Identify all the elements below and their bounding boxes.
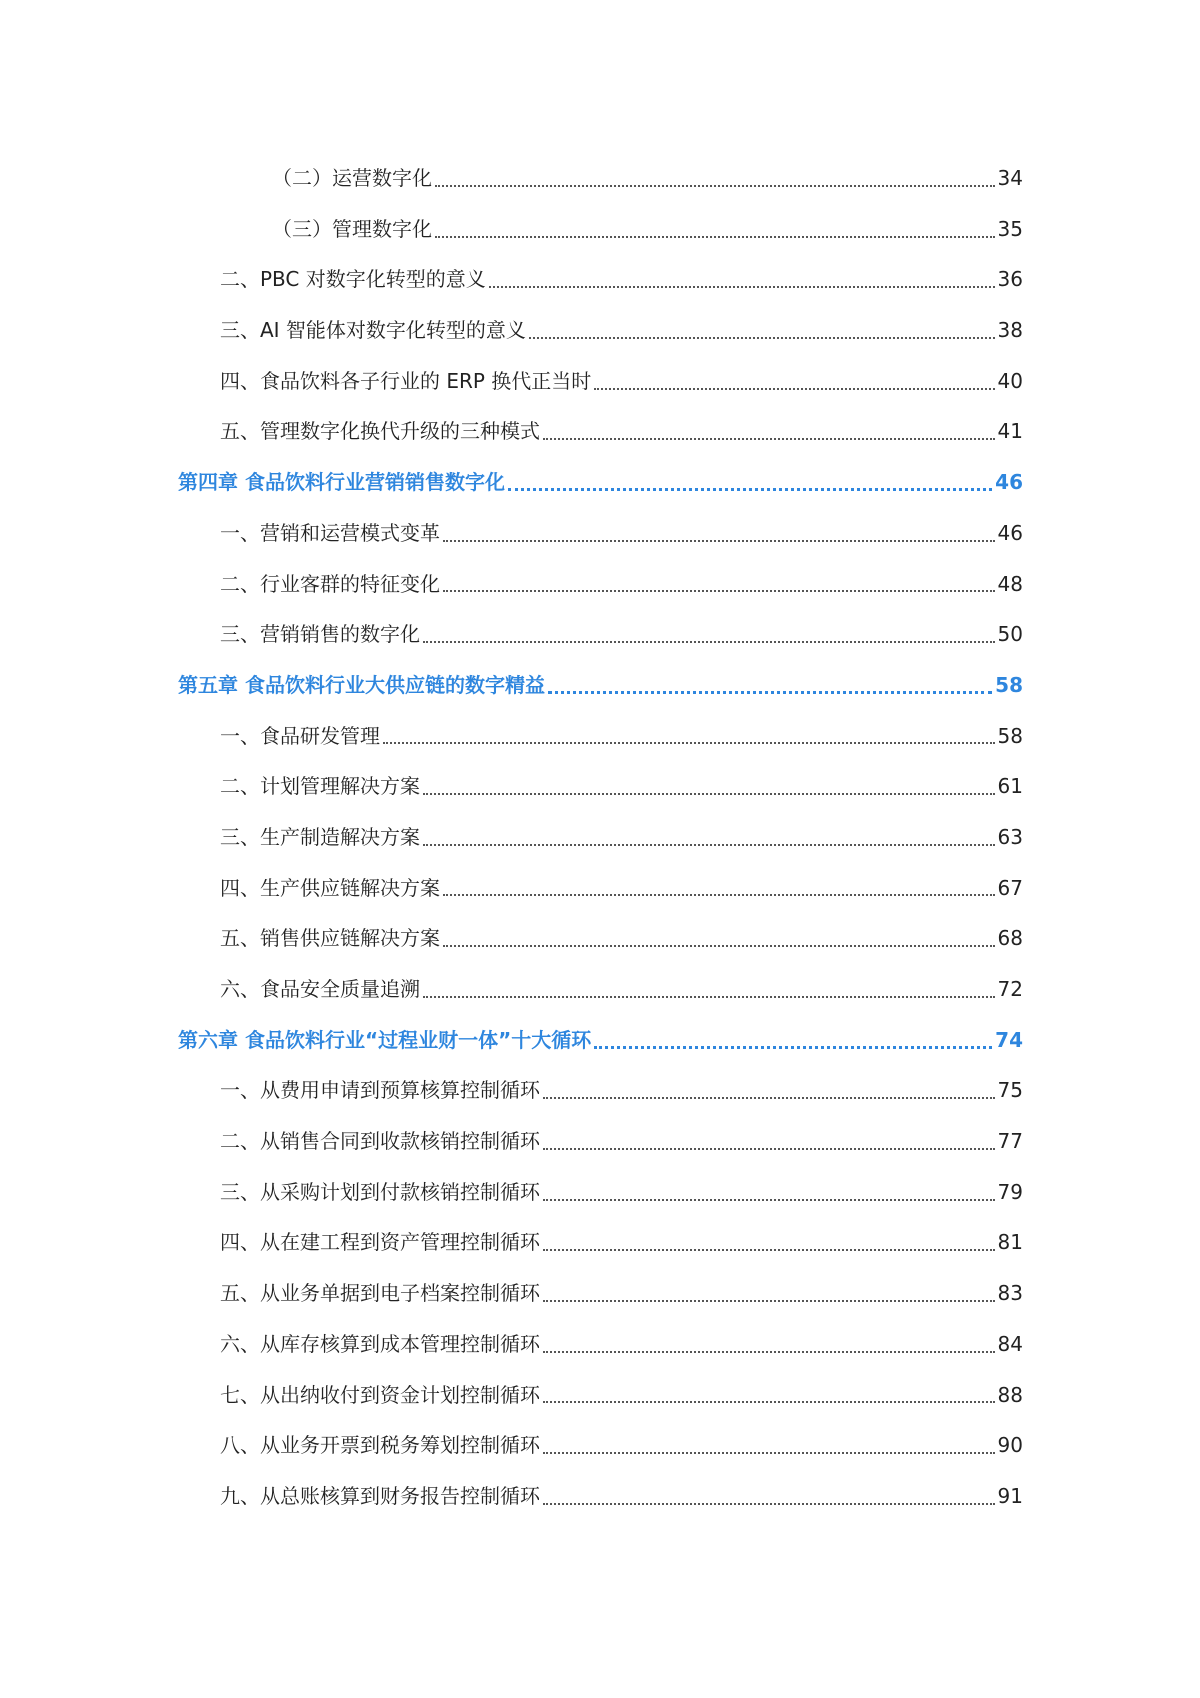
toc-page-number: 75 [997,1078,1023,1103]
dot-leader [443,944,995,947]
toc-page-number: 84 [997,1331,1023,1356]
dot-leader [543,1502,995,1505]
dot-leader [423,792,995,795]
toc-page-number: 46 [995,470,1023,495]
toc-page-number: 90 [997,1433,1023,1458]
toc-page-number: 77 [997,1129,1023,1154]
toc-page-number: 58 [997,723,1023,748]
dot-leader [543,1147,995,1150]
toc-entry[interactable] [0,1319,1200,1370]
toc-entry[interactable] [0,812,1200,863]
toc-entry[interactable] [0,305,1200,356]
toc-entry[interactable] [0,559,1200,610]
dot-leader [543,1198,995,1201]
dot-leader [543,1096,995,1099]
toc-page-number: 40 [997,368,1023,393]
toc-entry-title: 二、从销售合同到收款核销控制循环 [220,1129,540,1154]
dot-leader [443,893,995,896]
toc-entry-title: 四、从在建工程到资产管理控制循环 [220,1230,540,1255]
dot-leader [548,690,992,694]
toc-entry[interactable] [0,913,1200,964]
toc-entry[interactable] [0,254,1200,305]
toc-entry-title: （二）运营数字化 [272,166,432,190]
dot-leader [489,285,995,288]
toc-page-number: 63 [997,824,1023,849]
table-of-contents [0,153,1200,1522]
toc-entry-title: 二、行业客群的特征变化 [220,571,440,596]
dot-leader [435,184,995,187]
toc-entry-title: 八、从业务开票到税务筹划控制循环 [220,1433,540,1458]
toc-entry-title: 第五章 食品饮料行业大供应链的数字精益 [178,672,545,697]
toc-page-number: 36 [997,267,1023,292]
toc-chapter-entry[interactable] [0,1015,1200,1066]
dot-leader [594,387,994,390]
toc-entry-title: 三、AI 智能体对数字化转型的意义 [220,318,526,343]
toc-entry[interactable] [0,204,1200,255]
toc-page-number: 81 [997,1230,1023,1255]
toc-entry-title: 一、营销和运营模式变革 [220,520,440,545]
toc-entry-title: 四、生产供应链解决方案 [220,875,440,900]
toc-chapter-entry[interactable] [0,660,1200,711]
toc-entry-title: 五、销售供应链解决方案 [220,926,440,951]
toc-entry-title: 四、食品饮料各子行业的 ERP 换代正当时 [220,368,592,393]
dot-leader [443,589,995,592]
toc-entry-title: 三、生产制造解决方案 [220,824,420,849]
toc-page-number: 35 [997,216,1023,241]
toc-entry-title: 二、计划管理解决方案 [220,774,420,799]
dot-leader [508,487,992,491]
toc-entry[interactable] [0,153,1200,204]
dot-leader [423,843,995,846]
toc-page-number: 74 [995,1027,1023,1052]
toc-entry-title: 第六章 食品饮料行业“过程业财一体”十大循环 [178,1027,592,1052]
dot-leader [423,995,995,998]
toc-page-number: 50 [997,622,1023,647]
toc-entry-title: 一、从费用申请到预算核算控制循环 [220,1078,540,1103]
toc-page-number: 34 [997,166,1023,190]
toc-page-number: 58 [995,672,1023,697]
dot-leader [383,741,995,744]
toc-page-number: 67 [997,875,1023,900]
toc-entry[interactable] [0,964,1200,1015]
dot-leader [543,1248,995,1251]
toc-entry-title: 六、食品安全质量追溯 [220,977,420,1001]
toc-page-number: 79 [997,1179,1023,1204]
toc-entry[interactable] [0,1217,1200,1268]
toc-page-number: 68 [997,926,1023,951]
toc-page-number: 83 [997,1281,1023,1306]
toc-entry-title: 二、PBC 对数字化转型的意义 [220,267,486,292]
toc-entry[interactable] [0,863,1200,914]
toc-entry-title: 七、从出纳收付到资金计划控制循环 [220,1382,540,1407]
toc-entry[interactable] [0,609,1200,660]
dot-leader [443,539,995,542]
toc-entry-title: （三）管理数字化 [272,216,432,241]
toc-entry-title: 一、食品研发管理 [220,723,380,748]
toc-entry[interactable] [0,711,1200,762]
toc-entry[interactable] [0,356,1200,407]
toc-entry[interactable] [0,1268,1200,1319]
toc-entry[interactable] [0,1420,1200,1471]
dot-leader [543,1451,995,1454]
toc-entry-title: 第四章 食品饮料行业营销销售数字化 [178,470,505,495]
toc-page-number: 91 [997,1483,1023,1508]
toc-page-number: 61 [997,774,1023,799]
toc-chapter-entry[interactable] [0,457,1200,508]
toc-entry[interactable] [0,508,1200,559]
dot-leader [543,437,995,440]
toc-page-number: 88 [997,1382,1023,1407]
toc-entry-title: 三、从采购计划到付款核销控制循环 [220,1179,540,1204]
toc-page-number: 48 [997,571,1023,596]
toc-page-number: 41 [997,419,1023,444]
toc-entry[interactable] [0,1167,1200,1218]
toc-entry[interactable] [0,1116,1200,1167]
toc-entry-title: 五、从业务单据到电子档案控制循环 [220,1281,540,1306]
toc-page-number: 46 [997,520,1023,545]
toc-entry[interactable] [0,406,1200,457]
dot-leader [543,1299,995,1302]
toc-entry-title: 三、营销销售的数字化 [220,622,420,647]
toc-entry[interactable] [0,1065,1200,1116]
dot-leader [423,640,995,643]
toc-entry[interactable] [0,761,1200,812]
toc-entry[interactable] [0,1370,1200,1421]
dot-leader [435,235,995,238]
dot-leader [529,336,995,339]
dot-leader [543,1400,995,1403]
toc-entry-title: 五、管理数字化换代升级的三种模式 [220,419,540,444]
dot-leader [543,1350,995,1353]
toc-page-number: 38 [997,318,1023,343]
dot-leader [594,1045,992,1049]
toc-entry-title: 六、从库存核算到成本管理控制循环 [220,1331,540,1356]
toc-entry-title: 九、从总账核算到财务报告控制循环 [220,1483,540,1508]
toc-entry[interactable] [0,1471,1200,1522]
toc-page-number: 72 [997,977,1023,1001]
